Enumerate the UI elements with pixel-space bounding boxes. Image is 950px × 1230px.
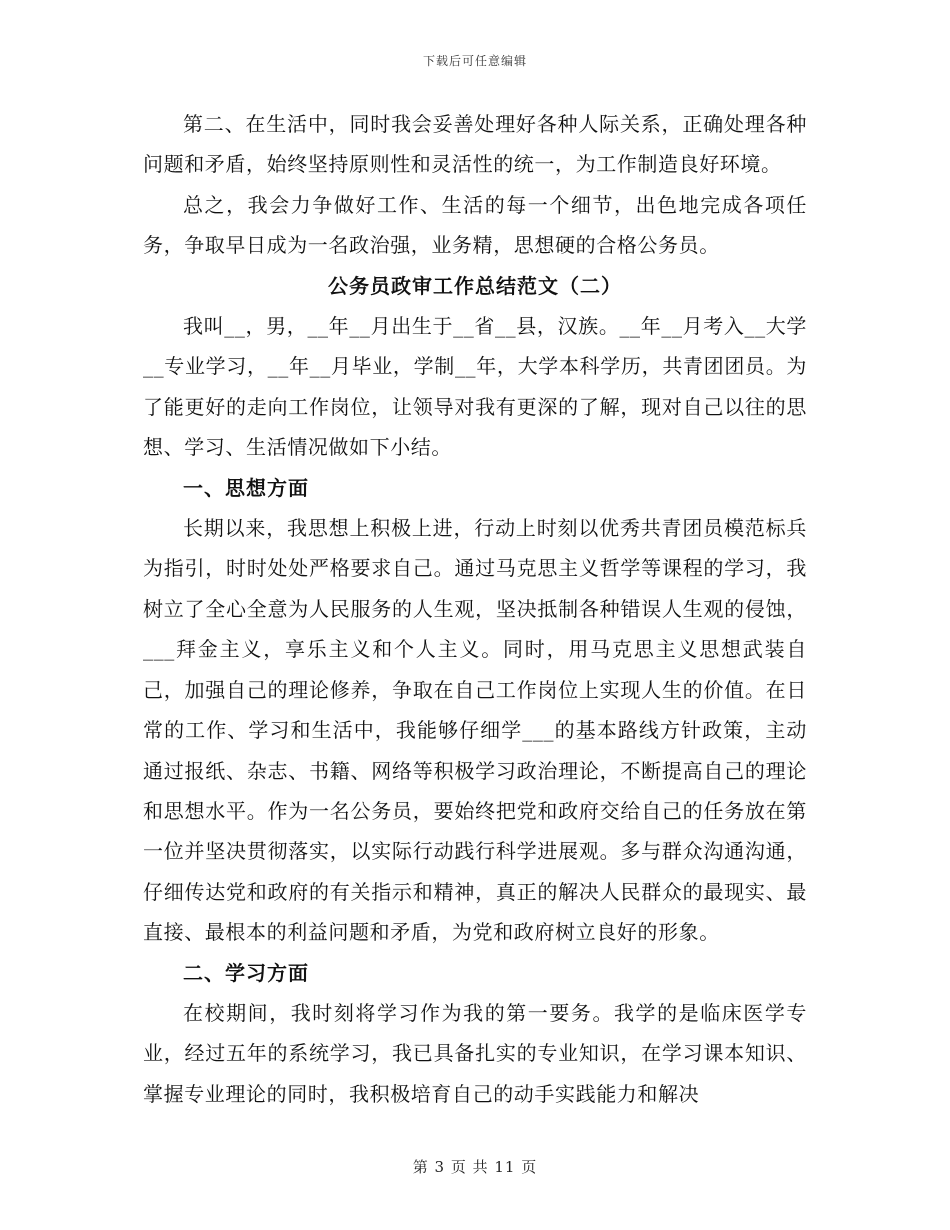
paragraph-thought: 长期以来，我思想上积极上进，行动上时刻以优秀共青团员模范标兵为指引，时时处处严格要求自己。通过马克思主义哲学等课程的学习，我树立了全心全意为人民服务的人生观，坚决抵制各种错误人生观的侵蚀，___拜金主义，享乐主义和个人主义。同时，用马克思主义思想武装自己，加强自己的理论修养，争取在自己工作岗位上实现人生的价值。在日常的工作、学习和生活中，我能够仔细学___的基本路线方针政策，主动通过报纸、杂志、书籍、网络等积极学习政治理论，不断提高自己的理论和思想水平。作为一名公务员，要始终把党和政府交给自己的任务放在第一位并坚决贯彻落实，以实际行动践行科学进展观。多与群众沟通沟通，仔细传达党和政府的有关指示和精神，真正的解决人民群众的最现实、最直接、最根本的利益问题和矛盾，为党和政府树立良好的形象。: [143, 516, 807, 945]
header-note: 下载后可任意编辑: [422, 54, 527, 68]
heading-study: 二、学习方面: [183, 960, 309, 985]
paragraph-life: 第二、在生活中，同时我会妥善处理好各种人际关系，正确处理各种问题和矛盾，始终坚持原则性和灵活性的统一，为工作制造良好环境。: [143, 112, 807, 177]
section-title: 公务员政审工作总结范文（二）: [328, 273, 622, 298]
paragraph-conclusion: 总之，我会力争做好工作、生活的每一个细节，出色地完成各项任务，争取早日成为一名政治强，业务精，思想硬的合格公务员。: [143, 192, 807, 258]
paragraph-study: 在校期间，我时刻将学习作为我的第一要务。我学的是临床医学专业，经过五年的系统学习，我已具备扎实的专业知识，在学习课本知识、掌握专业理论的同时，我积极培育自己的动手实践能力和解决: [143, 1000, 807, 1106]
document-body: [143, 104, 807, 1114]
page-footer: 第 3 页 共 11 页: [412, 1158, 538, 1176]
paragraph-intro: 我叫__，男，__年__月出生于__省__县，汉族。__年__月考入__大学__专业学习，__年__月毕业，学制__年，大学本科学历，共青团团员。为了能更好的走向工作岗位，让领导对我有更深的了解，现对自己以往的思想、学习、生活情况做如下小结。: [143, 314, 807, 460]
heading-thought: 一、思想方面: [183, 475, 309, 500]
